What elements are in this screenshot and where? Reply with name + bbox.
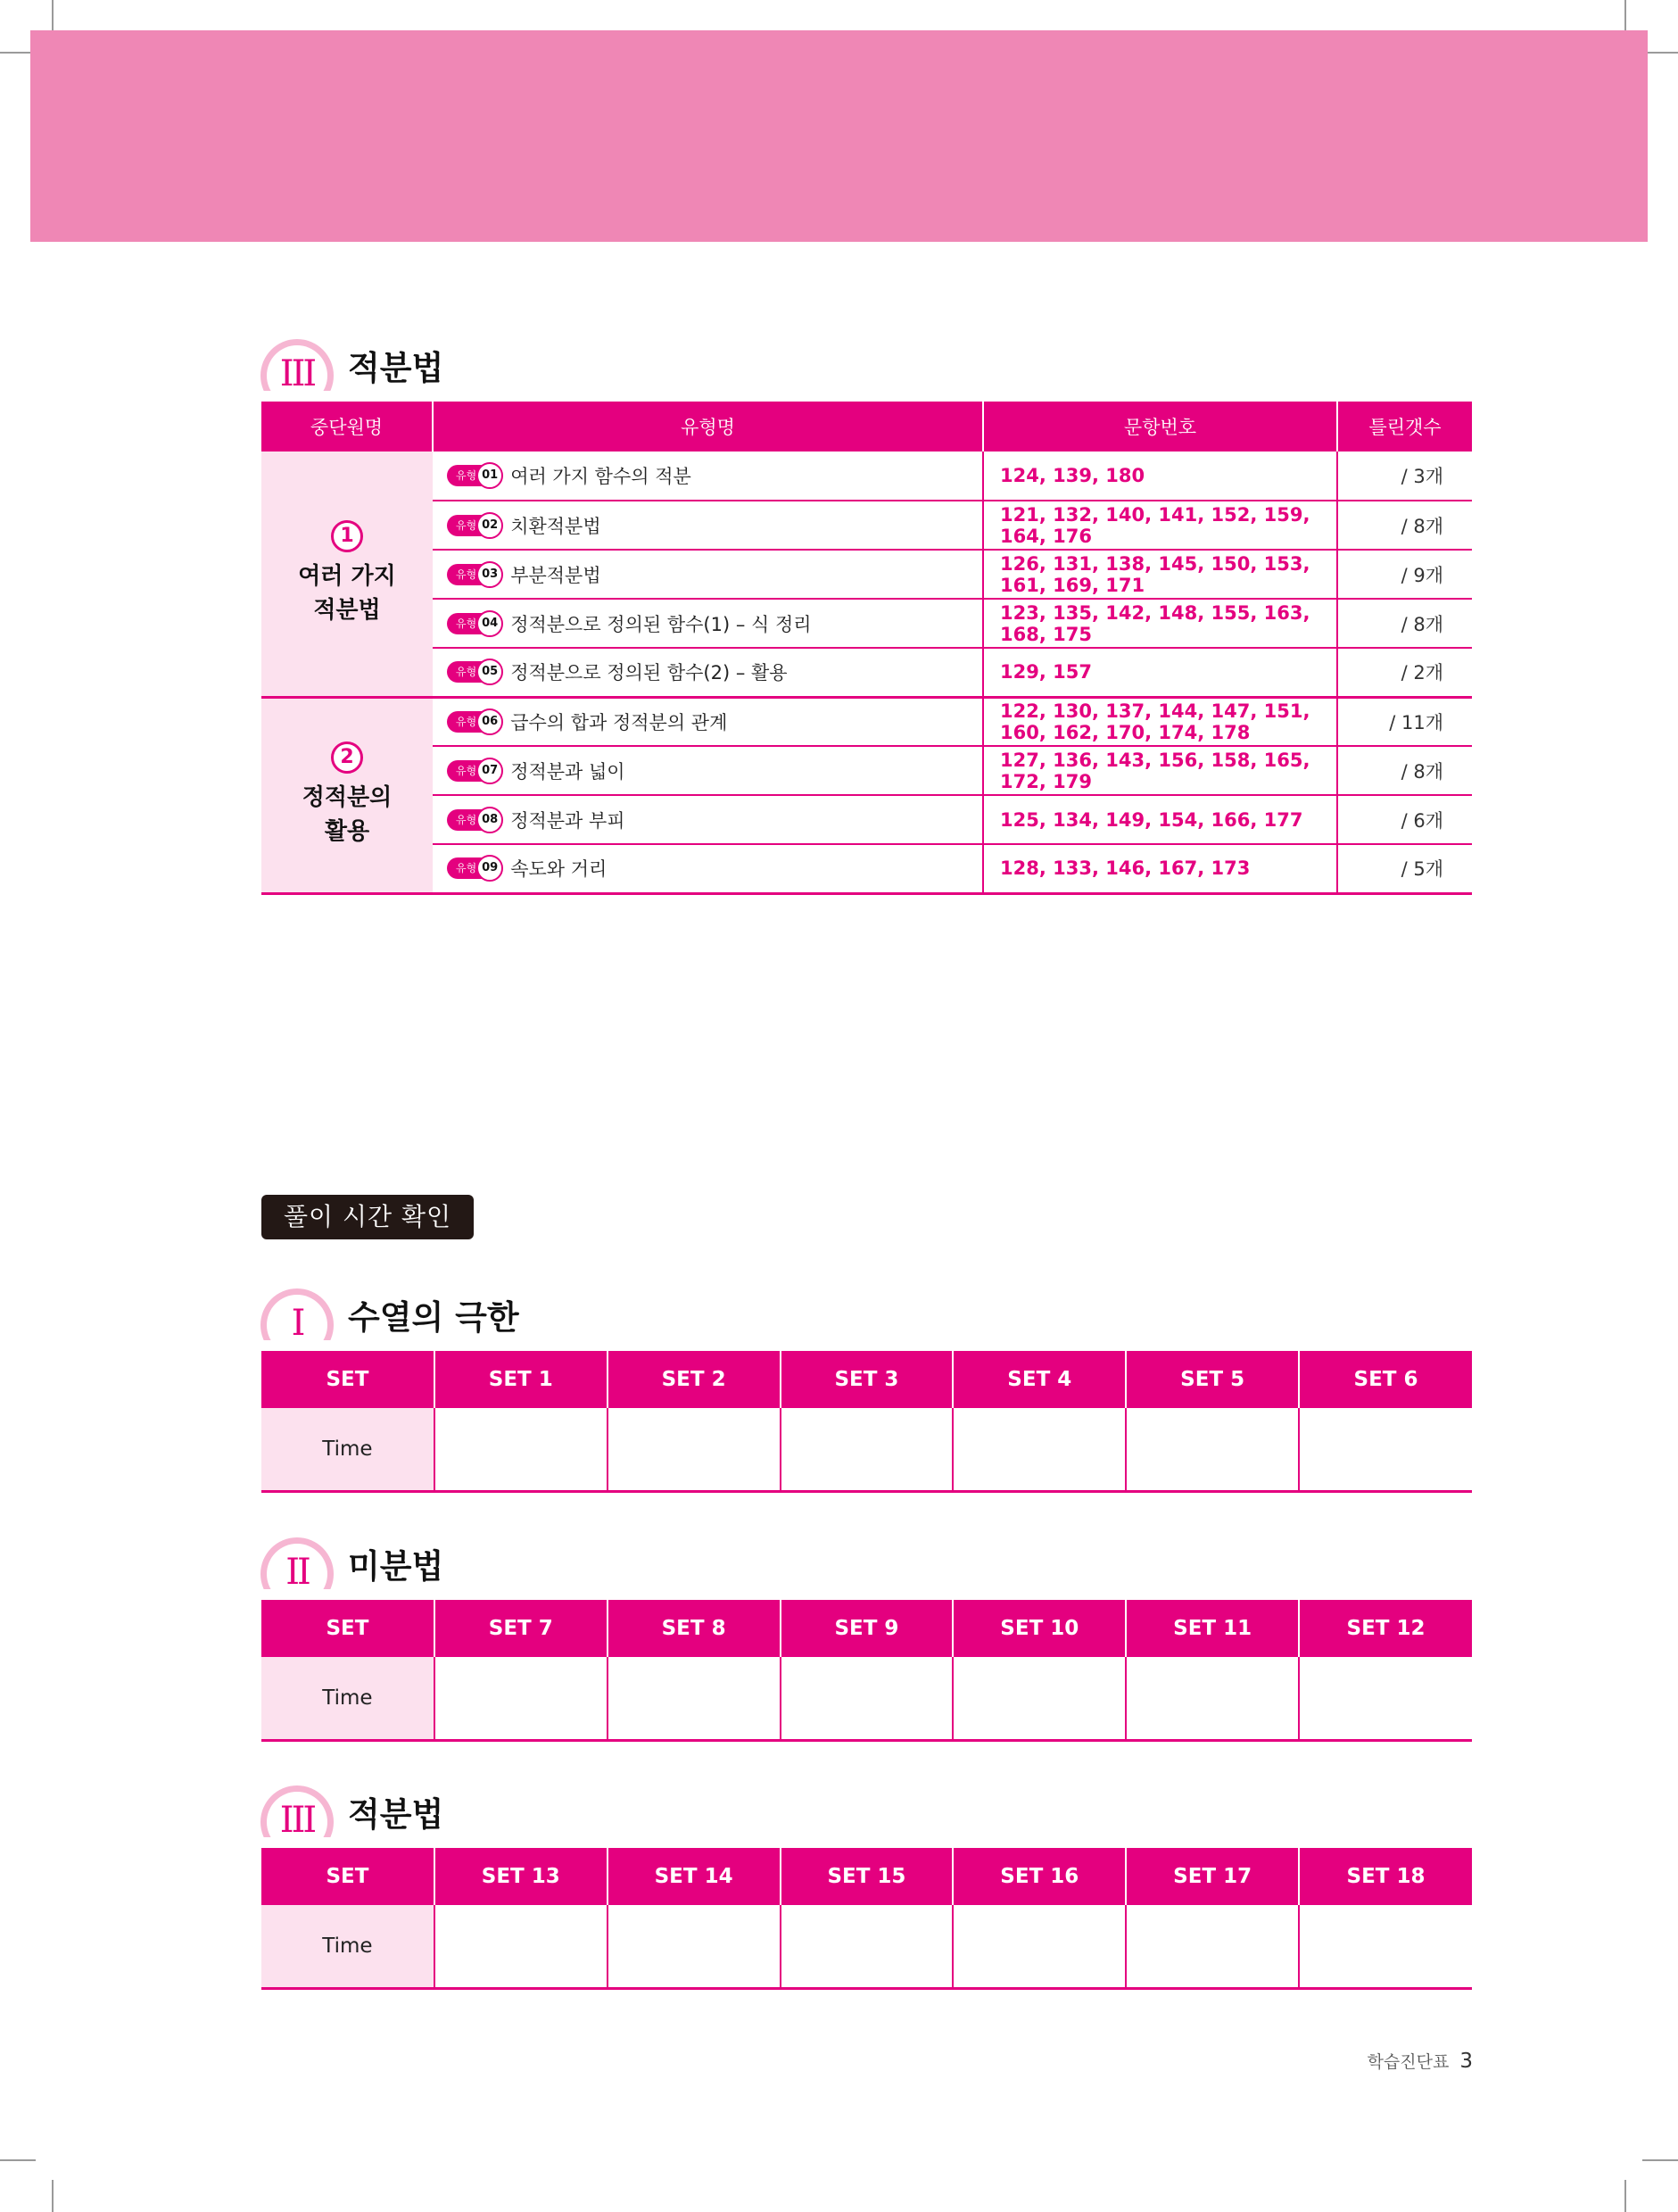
wrong-count: / 5개 bbox=[1337, 844, 1472, 893]
set-header: SET 6 bbox=[1299, 1351, 1472, 1408]
type-badge: 유형 03 bbox=[447, 561, 503, 588]
set-header: SET 13 bbox=[434, 1848, 608, 1905]
table-row bbox=[261, 795, 1472, 844]
set-header: SET 15 bbox=[781, 1848, 954, 1905]
set-header: SET 4 bbox=[953, 1351, 1126, 1408]
table-header-row bbox=[261, 1600, 1472, 1657]
table-row bbox=[261, 844, 1472, 893]
section-title: 미분법 bbox=[348, 1547, 444, 1586]
set-header: SET 7 bbox=[434, 1600, 608, 1657]
type-badge: 유형 04 bbox=[447, 610, 503, 637]
mid-unit-cell bbox=[261, 452, 433, 697]
crop-mark bbox=[1642, 52, 1678, 54]
time-input-cell[interactable] bbox=[953, 1905, 1126, 1988]
time-input-cell[interactable] bbox=[953, 1408, 1126, 1491]
wrong-count: / 8개 bbox=[1337, 746, 1472, 795]
footer-label: 학습진단표 bbox=[1367, 2052, 1450, 2072]
time-input-cell[interactable] bbox=[608, 1408, 781, 1491]
table-header-row bbox=[261, 1351, 1472, 1408]
time-input-cell[interactable] bbox=[953, 1657, 1126, 1740]
col-header: 틀린갯수 bbox=[1337, 402, 1472, 452]
set-header: SET 8 bbox=[608, 1600, 781, 1657]
section-title: 적분법 bbox=[348, 1795, 444, 1834]
time-input-cell[interactable] bbox=[1299, 1905, 1472, 1988]
time-input-cell[interactable] bbox=[781, 1408, 954, 1491]
header-band bbox=[30, 30, 1648, 242]
table-row bbox=[261, 1905, 1472, 1988]
mid-unit-number: 2 bbox=[331, 741, 363, 774]
question-numbers: 128, 133, 146, 167, 173 bbox=[983, 844, 1337, 893]
set-header: SET 18 bbox=[1299, 1848, 1472, 1905]
time-input-cell[interactable] bbox=[781, 1657, 954, 1740]
type-name: 급수의 합과 정적분의 관계 bbox=[510, 711, 728, 733]
question-numbers: 124, 139, 180 bbox=[983, 452, 1337, 501]
time-input-cell[interactable] bbox=[1299, 1657, 1472, 1740]
set-header: SET 12 bbox=[1299, 1600, 1472, 1657]
set-header: SET 10 bbox=[953, 1600, 1126, 1657]
table-row bbox=[261, 648, 1472, 697]
crop-mark bbox=[1624, 0, 1626, 32]
table-header-row bbox=[261, 1848, 1472, 1905]
set-header: SET 3 bbox=[781, 1351, 954, 1408]
set-header: SET 14 bbox=[608, 1848, 781, 1905]
page-number: 3 bbox=[1459, 2050, 1473, 2073]
crop-mark bbox=[0, 2159, 36, 2161]
time-input-cell[interactable] bbox=[608, 1905, 781, 1988]
set-header: SET 16 bbox=[953, 1848, 1126, 1905]
question-numbers: 122, 130, 137, 144, 147, 151, 160, 162, 170, 174, 178 bbox=[983, 697, 1337, 746]
type-name: 부분적분법 bbox=[510, 564, 601, 586]
crop-mark bbox=[52, 2180, 54, 2212]
question-numbers: 126, 131, 138, 145, 150, 153, 161, 169, 171 bbox=[983, 550, 1337, 599]
table-row bbox=[261, 746, 1472, 795]
time-input-cell[interactable] bbox=[434, 1657, 608, 1740]
time-input-cell[interactable] bbox=[781, 1905, 954, 1988]
type-badge: 유형 01 bbox=[447, 462, 503, 489]
col-header: 문항번호 bbox=[983, 402, 1337, 452]
type-badge: 유형 08 bbox=[447, 807, 503, 833]
table-row bbox=[261, 550, 1472, 599]
time-input-cell[interactable] bbox=[434, 1408, 608, 1491]
mid-unit-name: 여러 가지 적분법 bbox=[298, 562, 396, 624]
type-badge: 유형 07 bbox=[447, 758, 503, 784]
time-label: Time bbox=[261, 1905, 434, 1988]
time-input-cell[interactable] bbox=[1126, 1408, 1299, 1491]
diagnosis-table bbox=[261, 402, 1472, 895]
mid-unit-cell bbox=[261, 697, 433, 893]
set-header: SET 17 bbox=[1126, 1848, 1299, 1905]
section-heading bbox=[260, 1775, 444, 1841]
type-cell bbox=[433, 501, 983, 550]
time-input-cell[interactable] bbox=[434, 1905, 608, 1988]
crop-mark bbox=[1624, 2180, 1626, 2212]
crop-mark bbox=[52, 0, 54, 32]
time-input-cell[interactable] bbox=[1126, 1657, 1299, 1740]
table-row bbox=[261, 599, 1472, 648]
table-row bbox=[261, 501, 1472, 550]
time-input-cell[interactable] bbox=[608, 1657, 781, 1740]
type-name: 정적분으로 정의된 함수(2) – 활용 bbox=[510, 662, 788, 684]
mid-unit-name: 정적분의 활용 bbox=[302, 784, 393, 845]
question-numbers: 125, 134, 149, 154, 166, 177 bbox=[983, 795, 1337, 844]
page-footer bbox=[1368, 2049, 1473, 2073]
type-name: 정적분과 넓이 bbox=[510, 760, 625, 783]
section-heading bbox=[260, 1527, 444, 1593]
section-title: 적분법 bbox=[348, 349, 444, 387]
type-cell bbox=[433, 599, 983, 648]
question-numbers: 129, 157 bbox=[983, 648, 1337, 697]
table-row bbox=[261, 452, 1472, 501]
section-heading bbox=[260, 1278, 519, 1344]
col-header: SET bbox=[261, 1351, 434, 1408]
table-row bbox=[261, 1657, 1472, 1740]
time-label: Time bbox=[261, 1408, 434, 1491]
section-heading bbox=[260, 328, 444, 394]
type-cell bbox=[433, 550, 983, 599]
type-badge: 유형 06 bbox=[447, 708, 503, 735]
col-header: SET bbox=[261, 1600, 434, 1657]
type-cell bbox=[433, 746, 983, 795]
wrong-count: / 8개 bbox=[1337, 599, 1472, 648]
type-name: 치환적분법 bbox=[510, 515, 601, 537]
wrong-count: / 3개 bbox=[1337, 452, 1472, 501]
wrong-count: / 8개 bbox=[1337, 501, 1472, 550]
type-name: 정적분으로 정의된 함수(1) – 식 정리 bbox=[510, 613, 812, 635]
roman-numeral-badge: I bbox=[260, 1288, 334, 1340]
time-table bbox=[261, 1600, 1472, 1742]
roman-numeral-badge: III bbox=[260, 339, 334, 391]
set-header: SET 1 bbox=[434, 1351, 608, 1408]
type-badge: 유형 02 bbox=[447, 512, 503, 539]
set-header: SET 11 bbox=[1126, 1600, 1299, 1657]
table-header-row bbox=[261, 402, 1472, 452]
mid-unit-number: 1 bbox=[331, 520, 363, 552]
set-header: SET 5 bbox=[1126, 1351, 1299, 1408]
set-header: SET 9 bbox=[781, 1600, 954, 1657]
type-name: 속도와 거리 bbox=[510, 858, 608, 881]
type-badge: 유형 05 bbox=[447, 659, 503, 685]
wrong-count: / 2개 bbox=[1337, 648, 1472, 697]
question-numbers: 127, 136, 143, 156, 158, 165, 172, 179 bbox=[983, 746, 1337, 795]
type-cell bbox=[433, 452, 983, 501]
wrong-count: / 11개 bbox=[1337, 697, 1472, 746]
question-numbers: 121, 132, 140, 141, 152, 159, 164, 176 bbox=[983, 501, 1337, 550]
table-row bbox=[261, 697, 1472, 746]
time-input-cell[interactable] bbox=[1299, 1408, 1472, 1491]
type-cell bbox=[433, 648, 983, 697]
type-badge: 유형 09 bbox=[447, 855, 503, 882]
type-cell bbox=[433, 795, 983, 844]
col-header: 유형명 bbox=[433, 402, 983, 452]
col-header: 중단원명 bbox=[261, 402, 433, 452]
time-input-cell[interactable] bbox=[1126, 1905, 1299, 1988]
col-header: SET bbox=[261, 1848, 434, 1905]
type-cell bbox=[433, 844, 983, 893]
time-label: Time bbox=[261, 1657, 434, 1740]
type-name: 여러 가지 함수의 적분 bbox=[510, 466, 691, 487]
roman-numeral-badge: II bbox=[260, 1537, 334, 1589]
time-check-label: 풀이 시간 확인 bbox=[261, 1195, 474, 1239]
time-table bbox=[261, 1848, 1472, 1990]
crop-mark bbox=[1642, 2159, 1678, 2161]
type-name: 정적분과 부피 bbox=[510, 809, 625, 832]
question-numbers: 123, 135, 142, 148, 155, 163, 168, 175 bbox=[983, 599, 1337, 648]
wrong-count: / 6개 bbox=[1337, 795, 1472, 844]
set-header: SET 2 bbox=[608, 1351, 781, 1408]
type-cell bbox=[433, 697, 983, 746]
time-table bbox=[261, 1351, 1472, 1493]
table-row bbox=[261, 1408, 1472, 1491]
roman-numeral-badge: III bbox=[260, 1785, 334, 1837]
section-title: 수열의 극한 bbox=[348, 1298, 519, 1337]
wrong-count: / 9개 bbox=[1337, 550, 1472, 599]
